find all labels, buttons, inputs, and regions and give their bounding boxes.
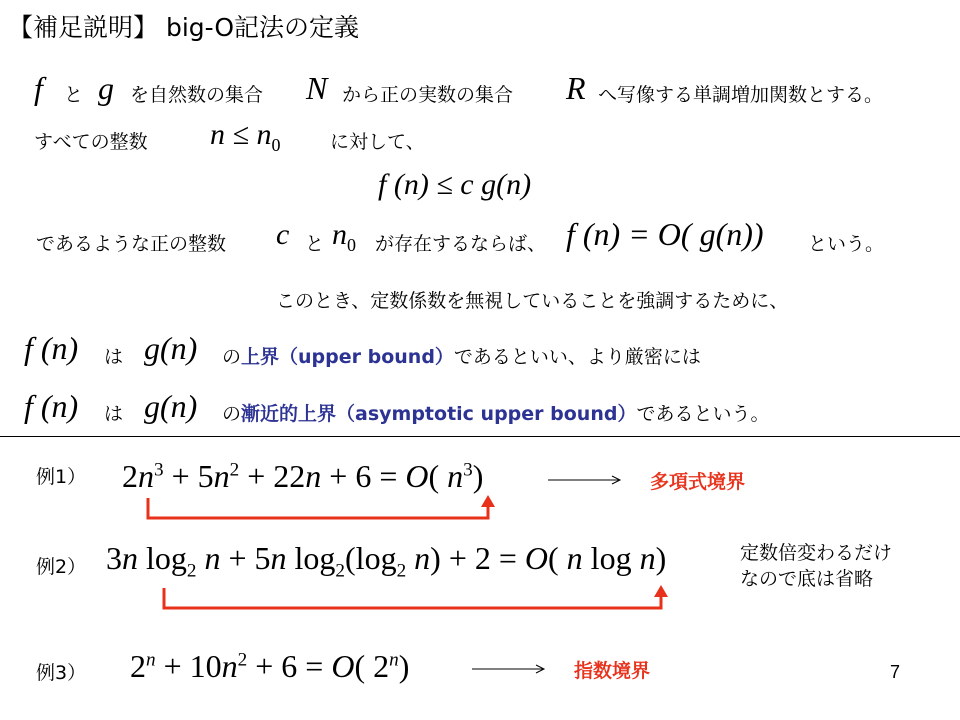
- example-3-label: 例3）: [36, 662, 87, 684]
- math-gn-upper: g(n): [144, 330, 198, 366]
- upper-bound-label: 上界（upper bound）: [241, 346, 454, 368]
- example-3-result: 指数境界: [574, 660, 651, 682]
- asym-bound-label: 漸近的上界（asymptotic upper bound）: [241, 403, 637, 425]
- math-bigO-statement: f (n) = O( g(n)): [566, 216, 764, 252]
- math-c: c: [276, 218, 290, 251]
- math-n0: $n_0$: [332, 218, 356, 255]
- page-number: 7: [890, 662, 901, 682]
- example-3-arrow: [472, 661, 552, 677]
- example-1-bracket-arrow: [140, 492, 500, 526]
- math-g: g: [98, 70, 114, 106]
- page-title: 【補足説明】 big-O記法の定義: [8, 13, 360, 42]
- text-for-it: に対して、: [330, 131, 425, 153]
- text-said: という。: [808, 233, 885, 255]
- math-R: R: [566, 70, 586, 106]
- text-exists: が存在するならば、: [375, 233, 547, 255]
- math-fn-upper: f (n): [24, 330, 79, 366]
- example-2-bracket-arrow: [156, 582, 676, 616]
- example-2-label: 例2）: [36, 556, 87, 578]
- text-and-2: と: [305, 233, 325, 255]
- text-for-all-integers: すべての整数: [34, 131, 148, 153]
- text-note: このとき、定数係数を無視していることを強調するために、: [276, 290, 789, 312]
- example-2-note-1: 定数倍変わるだけ: [740, 542, 893, 564]
- math-fn-asym: f (n): [24, 388, 79, 424]
- math-inequality: f (n) ≤ c g(n): [378, 168, 532, 201]
- example-1-result: 多項式境界: [650, 471, 746, 493]
- math-N: N: [306, 70, 328, 106]
- text-from-natural: を自然数の集合: [130, 84, 264, 106]
- upper-bound-line: の上界（upper bound）であるといい、より厳密には: [222, 346, 701, 368]
- example-2-note-2: なので底は省略: [740, 568, 874, 590]
- section-divider: [0, 436, 960, 437]
- text-mapping: へ写像する単調増加関数とする。: [598, 84, 884, 106]
- text-to-positive-real: から正の実数の集合: [342, 84, 514, 106]
- example-2-formula: 3n $\log_2 n + 5n$ $\log_2(\log_2$ n) + 2 = O( n log n): [106, 540, 667, 582]
- math-f: f: [34, 70, 43, 106]
- example-1-formula: $2n^3 + 5n^2 + 22n + 6 = O$( $n^3$): [122, 458, 484, 494]
- text-such-that: であるような正の整数: [36, 233, 227, 255]
- math-gn-asym: g(n): [144, 388, 198, 424]
- text-and: と: [64, 84, 84, 106]
- math-cond: $n \le n_0$: [210, 118, 281, 155]
- example-3-formula: $2^n + 10n^2 + 6 = O$( 2$^n$): [130, 648, 410, 684]
- example-1-label: 例1）: [36, 466, 87, 488]
- asym-bound-line: の漸近的上界（asymptotic upper bound）であるという。: [222, 403, 770, 425]
- text-ha-upper: は: [104, 346, 124, 368]
- text-ha-asym: は: [104, 403, 124, 425]
- example-1-arrow: [548, 472, 628, 488]
